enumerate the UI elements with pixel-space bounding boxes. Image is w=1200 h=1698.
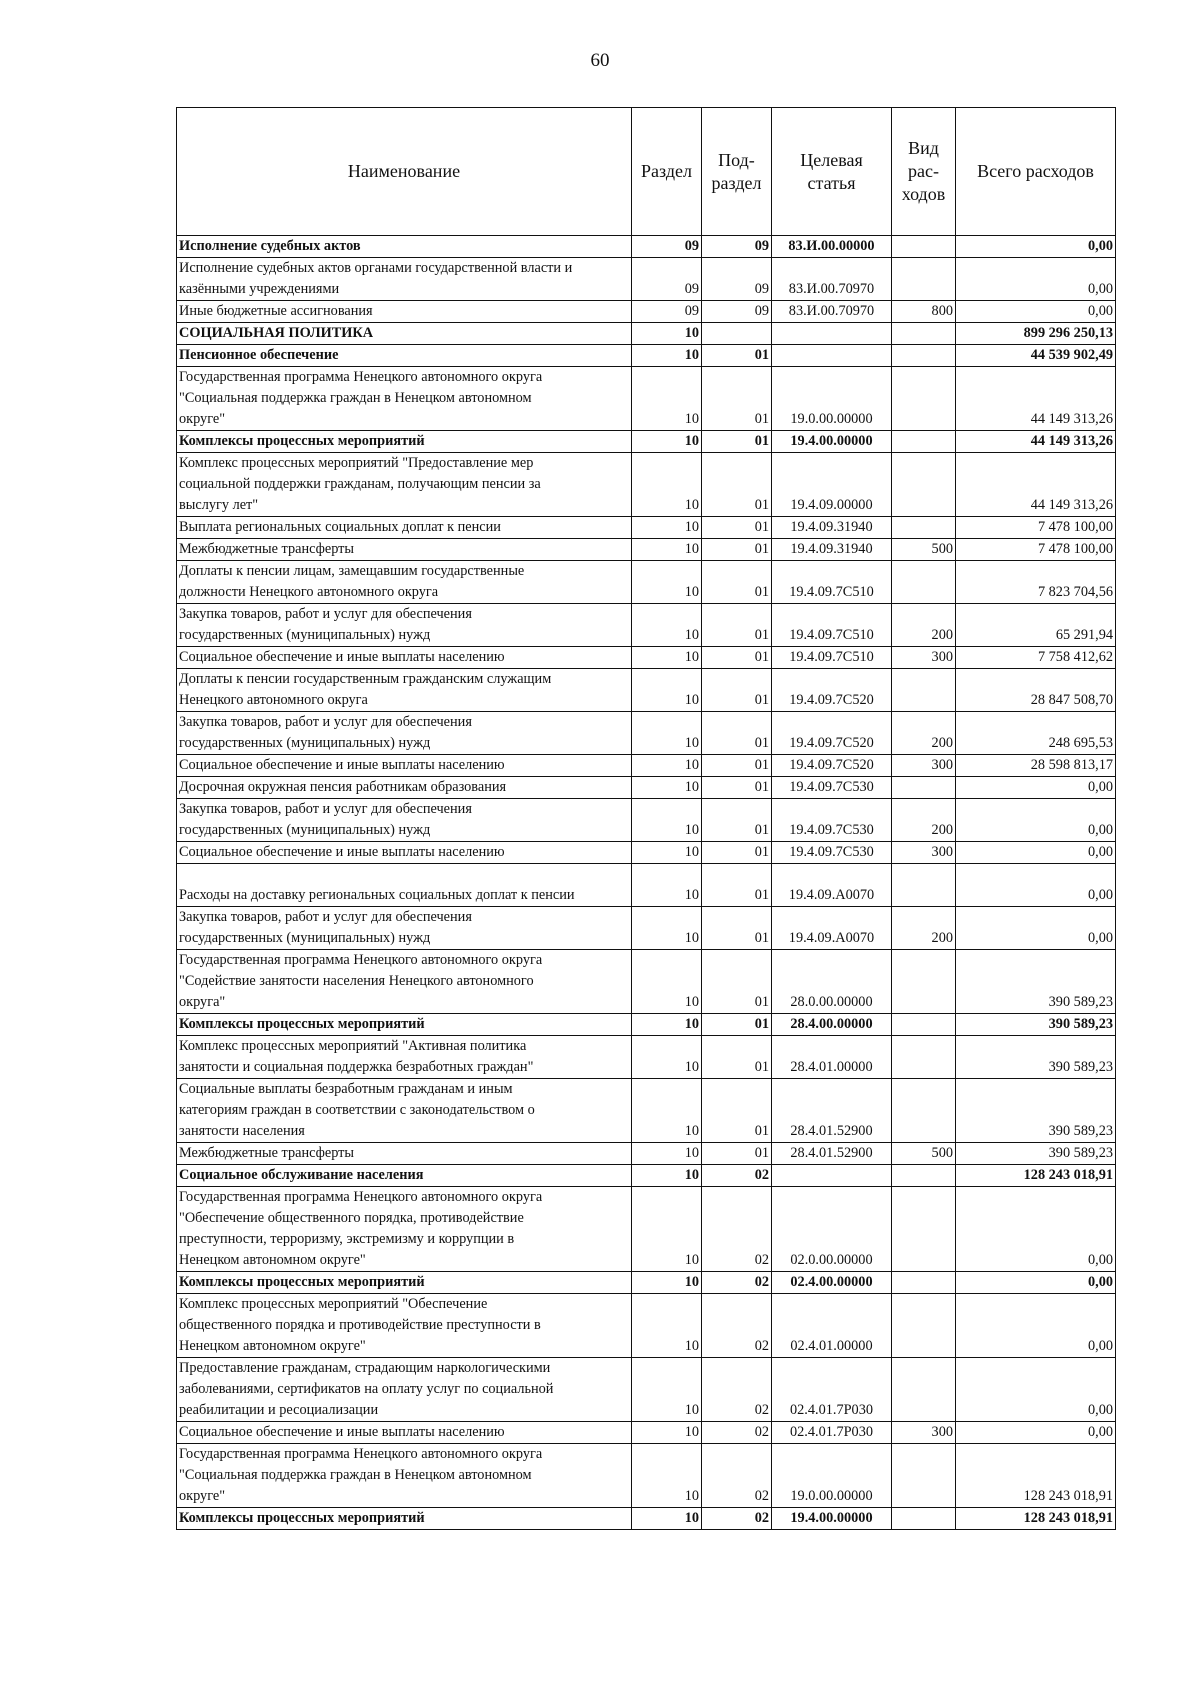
cell-podrazdel: 01: [702, 431, 772, 453]
cell-statya: 19.4.09.31940: [772, 539, 892, 561]
cell-name: Комплексы процессных мероприятий: [177, 1508, 632, 1530]
cell-razdel: 10: [632, 345, 702, 367]
cell-razdel: 10: [632, 539, 702, 561]
cell-name: Социальные выплаты безработным гражданам и иным категориям граждан в соответствии с законодательством о занятости населения: [177, 1079, 632, 1143]
cell-razdel: 10: [632, 1079, 702, 1143]
cell-podrazdel: 01: [702, 1143, 772, 1165]
cell-total: 0,00: [956, 1358, 1116, 1422]
cell-total: 7 823 704,56: [956, 561, 1116, 604]
cell-podrazdel: 01: [702, 864, 772, 907]
cell-podrazdel: 02: [702, 1444, 772, 1508]
cell-total: 7 478 100,00: [956, 517, 1116, 539]
cell-podrazdel: 02: [702, 1165, 772, 1187]
cell-razdel: 10: [632, 799, 702, 842]
cell-razdel: 10: [632, 864, 702, 907]
cell-name: Доплаты к пенсии лицам, замещавшим государственные должности Ненецкого автономного округа: [177, 561, 632, 604]
cell-podrazdel: [702, 323, 772, 345]
cell-vid: 200: [892, 907, 956, 950]
cell-name: Государственная программа Ненецкого автономного округа "Социальная поддержка граждан в Ненецком автономном округе": [177, 367, 632, 431]
cell-statya: 19.0.00.00000: [772, 1444, 892, 1508]
cell-razdel: 10: [632, 1358, 702, 1422]
cell-total: 7 758 412,62: [956, 647, 1116, 669]
cell-name: Выплата региональных социальных доплат к пенсии: [177, 517, 632, 539]
cell-podrazdel: 01: [702, 539, 772, 561]
cell-vid: 800: [892, 301, 956, 323]
cell-razdel: 09: [632, 258, 702, 301]
table-row: [177, 669, 1116, 712]
cell-podrazdel: 01: [702, 842, 772, 864]
cell-name: Государственная программа Ненецкого автономного округа "Содействие занятости населения Ненецкого автономного округа": [177, 950, 632, 1014]
cell-statya: 02.0.00.00000: [772, 1187, 892, 1272]
cell-name: Социальное обслуживание населения: [177, 1165, 632, 1187]
cell-total: 0,00: [956, 1187, 1116, 1272]
cell-name: Пенсионное обеспечение: [177, 345, 632, 367]
cell-statya: 83.И.00.00000: [772, 236, 892, 258]
cell-name: Закупка товаров, работ и услуг для обеспечения государственных (муниципальных) нужд: [177, 799, 632, 842]
cell-total: 44 149 313,26: [956, 367, 1116, 431]
cell-total: 0,00: [956, 1294, 1116, 1358]
cell-vid: [892, 950, 956, 1014]
cell-vid: [892, 431, 956, 453]
cell-razdel: 10: [632, 453, 702, 517]
cell-razdel: 10: [632, 1143, 702, 1165]
cell-vid: 500: [892, 1143, 956, 1165]
cell-statya: 83.И.00.70970: [772, 258, 892, 301]
cell-razdel: 10: [632, 431, 702, 453]
cell-total: 0,00: [956, 777, 1116, 799]
cell-statya: 19.4.09.7С520: [772, 712, 892, 755]
cell-statya: 28.4.01.00000: [772, 1036, 892, 1079]
table-row: [177, 1508, 1116, 1530]
table-row: [177, 842, 1116, 864]
table-row: [177, 755, 1116, 777]
cell-podrazdel: 01: [702, 799, 772, 842]
cell-razdel: 10: [632, 517, 702, 539]
cell-vid: [892, 258, 956, 301]
cell-podrazdel: 01: [702, 517, 772, 539]
cell-razdel: 10: [632, 647, 702, 669]
cell-name: Комплекс процессных мероприятий "Предоставление мер социальной поддержки гражданам, получающим пенсии за выслугу лет": [177, 453, 632, 517]
cell-total: 65 291,94: [956, 604, 1116, 647]
cell-total: 390 589,23: [956, 1143, 1116, 1165]
cell-podrazdel: 01: [702, 755, 772, 777]
table-row: [177, 539, 1116, 561]
cell-vid: [892, 345, 956, 367]
cell-podrazdel: 02: [702, 1272, 772, 1294]
table-row: [177, 367, 1116, 431]
cell-statya: 19.4.09.А0070: [772, 864, 892, 907]
cell-razdel: 10: [632, 1187, 702, 1272]
cell-podrazdel: 01: [702, 777, 772, 799]
table-row: [177, 1079, 1116, 1143]
cell-statya: 28.4.00.00000: [772, 1014, 892, 1036]
cell-podrazdel: 01: [702, 1036, 772, 1079]
cell-razdel: 10: [632, 1294, 702, 1358]
cell-vid: 300: [892, 1422, 956, 1444]
table-row: [177, 345, 1116, 367]
cell-total: 390 589,23: [956, 1079, 1116, 1143]
cell-vid: [892, 777, 956, 799]
cell-statya: 28.0.00.00000: [772, 950, 892, 1014]
cell-vid: 500: [892, 539, 956, 561]
table-row: [177, 864, 1116, 907]
cell-podrazdel: 09: [702, 258, 772, 301]
cell-total: 44 149 313,26: [956, 453, 1116, 517]
cell-statya: 19.4.09.7С510: [772, 604, 892, 647]
cell-podrazdel: 01: [702, 345, 772, 367]
cell-razdel: 10: [632, 1508, 702, 1530]
cell-statya: 19.4.09.7С530: [772, 842, 892, 864]
cell-total: 390 589,23: [956, 1036, 1116, 1079]
cell-statya: 83.И.00.70970: [772, 301, 892, 323]
cell-name: Исполнение судебных актов: [177, 236, 632, 258]
cell-statya: 19.4.09.00000: [772, 453, 892, 517]
cell-statya: 02.4.01.7Р030: [772, 1358, 892, 1422]
cell-vid: [892, 1165, 956, 1187]
cell-podrazdel: 01: [702, 712, 772, 755]
cell-statya: 19.4.09.7С530: [772, 799, 892, 842]
header-total: Всего расходов: [956, 108, 1116, 236]
cell-vid: [892, 1014, 956, 1036]
cell-total: 128 243 018,91: [956, 1165, 1116, 1187]
cell-statya: 19.0.00.00000: [772, 367, 892, 431]
cell-statya: 02.4.01.00000: [772, 1294, 892, 1358]
table-row: [177, 907, 1116, 950]
cell-name: СОЦИАЛЬНАЯ ПОЛИТИКА: [177, 323, 632, 345]
cell-name: Закупка товаров, работ и услуг для обеспечения государственных (муниципальных) нужд: [177, 604, 632, 647]
cell-razdel: 10: [632, 842, 702, 864]
cell-name: Комплексы процессных мероприятий: [177, 1272, 632, 1294]
cell-name: Социальное обеспечение и иные выплаты населению: [177, 842, 632, 864]
table-row: [177, 236, 1116, 258]
cell-vid: [892, 1444, 956, 1508]
cell-podrazdel: 02: [702, 1358, 772, 1422]
table-row: [177, 1294, 1116, 1358]
cell-vid: [892, 1187, 956, 1272]
table-row: [177, 777, 1116, 799]
cell-statya: 28.4.01.52900: [772, 1143, 892, 1165]
cell-razdel: 10: [632, 777, 702, 799]
cell-razdel: 10: [632, 1272, 702, 1294]
cell-razdel: 10: [632, 561, 702, 604]
cell-vid: [892, 864, 956, 907]
cell-vid: 300: [892, 755, 956, 777]
table-row: [177, 258, 1116, 301]
cell-vid: 200: [892, 604, 956, 647]
cell-razdel: 10: [632, 1422, 702, 1444]
table-row: [177, 1036, 1116, 1079]
cell-statya: 28.4.01.52900: [772, 1079, 892, 1143]
cell-statya: [772, 1165, 892, 1187]
table-body: [177, 236, 1116, 1530]
table-row: [177, 431, 1116, 453]
cell-podrazdel: 02: [702, 1187, 772, 1272]
cell-total: 7 478 100,00: [956, 539, 1116, 561]
table-row: [177, 799, 1116, 842]
cell-statya: 19.4.09.А0070: [772, 907, 892, 950]
table-row: [177, 453, 1116, 517]
cell-total: 28 847 508,70: [956, 669, 1116, 712]
cell-statya: [772, 323, 892, 345]
cell-razdel: 10: [632, 669, 702, 712]
cell-total: 0,00: [956, 864, 1116, 907]
cell-name: Комплексы процессных мероприятий: [177, 431, 632, 453]
cell-total: 0,00: [956, 258, 1116, 301]
cell-name: Комплекс процессных мероприятий "Обеспечение общественного порядка и противодействие преступности в Ненецком автономном округе": [177, 1294, 632, 1358]
header-row: [177, 108, 1116, 236]
cell-name: Расходы на доставку региональных социальных доплат к пенсии: [177, 864, 632, 907]
cell-vid: [892, 1272, 956, 1294]
cell-name: Закупка товаров, работ и услуг для обеспечения государственных (муниципальных) нужд: [177, 907, 632, 950]
header-razdel: Раздел: [632, 108, 702, 236]
cell-razdel: 09: [632, 301, 702, 323]
cell-razdel: 10: [632, 950, 702, 1014]
cell-podrazdel: 01: [702, 561, 772, 604]
cell-total: 390 589,23: [956, 950, 1116, 1014]
cell-statya: 19.4.00.00000: [772, 431, 892, 453]
cell-statya: [772, 345, 892, 367]
table-row: [177, 1014, 1116, 1036]
cell-razdel: 09: [632, 236, 702, 258]
cell-name: Доплаты к пенсии государственным гражданским служащим Ненецкого автономного округа: [177, 669, 632, 712]
table-row: [177, 647, 1116, 669]
cell-total: 0,00: [956, 799, 1116, 842]
cell-vid: [892, 561, 956, 604]
cell-podrazdel: 09: [702, 236, 772, 258]
cell-statya: 19.4.09.7С520: [772, 669, 892, 712]
cell-podrazdel: 01: [702, 604, 772, 647]
cell-total: 128 243 018,91: [956, 1508, 1116, 1530]
cell-total: 899 296 250,13: [956, 323, 1116, 345]
cell-total: 0,00: [956, 907, 1116, 950]
cell-razdel: 10: [632, 1014, 702, 1036]
table-row: [177, 301, 1116, 323]
cell-name: Иные бюджетные ассигнования: [177, 301, 632, 323]
cell-name: Межбюджетные трансферты: [177, 1143, 632, 1165]
table-row: [177, 712, 1116, 755]
cell-statya: 02.4.01.7Р030: [772, 1422, 892, 1444]
cell-name: Закупка товаров, работ и услуг для обеспечения государственных (муниципальных) нужд: [177, 712, 632, 755]
cell-razdel: 10: [632, 1165, 702, 1187]
cell-razdel: 10: [632, 1036, 702, 1079]
page-number: 60: [590, 50, 610, 71]
table-row: [177, 1444, 1116, 1508]
cell-vid: [892, 1079, 956, 1143]
cell-statya: 19.4.09.7С520: [772, 755, 892, 777]
cell-total: 128 243 018,91: [956, 1444, 1116, 1508]
cell-statya: 19.4.09.31940: [772, 517, 892, 539]
cell-statya: 19.4.09.7С510: [772, 647, 892, 669]
cell-vid: [892, 1036, 956, 1079]
cell-vid: 200: [892, 799, 956, 842]
cell-podrazdel: 01: [702, 669, 772, 712]
cell-name: Досрочная окружная пенсия работникам образования: [177, 777, 632, 799]
cell-name: Социальное обеспечение и иные выплаты населению: [177, 647, 632, 669]
cell-name: Социальное обеспечение и иные выплаты населению: [177, 755, 632, 777]
cell-name: Государственная программа Ненецкого автономного округа "Обеспечение общественного порядка, противодействие преступности, терроризму, экстремизму и коррупции в Ненецком автономном округе": [177, 1187, 632, 1272]
table-row: [177, 604, 1116, 647]
cell-razdel: 10: [632, 323, 702, 345]
cell-total: 44 539 902,49: [956, 345, 1116, 367]
cell-total: 28 598 813,17: [956, 755, 1116, 777]
cell-total: 390 589,23: [956, 1014, 1116, 1036]
cell-total: 248 695,53: [956, 712, 1116, 755]
header-podrazdel: Под- раздел: [702, 108, 772, 236]
cell-total: 0,00: [956, 301, 1116, 323]
cell-vid: 300: [892, 647, 956, 669]
table-row: [177, 517, 1116, 539]
table-row: [177, 1358, 1116, 1422]
cell-podrazdel: 09: [702, 301, 772, 323]
cell-podrazdel: 01: [702, 950, 772, 1014]
table-row: [177, 1272, 1116, 1294]
cell-name: Государственная программа Ненецкого автономного округа "Социальная поддержка граждан в Ненецком автономном округе": [177, 1444, 632, 1508]
cell-vid: 300: [892, 842, 956, 864]
cell-podrazdel: 02: [702, 1508, 772, 1530]
cell-name: Исполнение судебных актов органами государственной власти и казёнными учреждениями: [177, 258, 632, 301]
cell-vid: 200: [892, 712, 956, 755]
cell-statya: 19.4.09.7С530: [772, 777, 892, 799]
table-row: [177, 1165, 1116, 1187]
cell-vid: [892, 669, 956, 712]
cell-name: Предоставление гражданам, страдающим наркологическими заболеваниями, сертификатов на оплату услуг по социальной реабилитации и ресоциализации: [177, 1358, 632, 1422]
cell-podrazdel: 02: [702, 1422, 772, 1444]
cell-name: Межбюджетные трансферты: [177, 539, 632, 561]
budget-table: [176, 107, 1116, 1530]
cell-podrazdel: 01: [702, 907, 772, 950]
cell-podrazdel: 01: [702, 647, 772, 669]
cell-razdel: 10: [632, 367, 702, 431]
table-row: [177, 561, 1116, 604]
cell-vid: [892, 517, 956, 539]
cell-vid: [892, 1508, 956, 1530]
cell-razdel: 10: [632, 1444, 702, 1508]
cell-statya: 19.4.09.7С510: [772, 561, 892, 604]
cell-podrazdel: 01: [702, 1079, 772, 1143]
cell-podrazdel: 01: [702, 1014, 772, 1036]
cell-vid: [892, 323, 956, 345]
cell-statya: 02.4.00.00000: [772, 1272, 892, 1294]
header-vid: Вид рас- ходов: [892, 108, 956, 236]
cell-total: 44 149 313,26: [956, 431, 1116, 453]
cell-name: Комплексы процессных мероприятий: [177, 1014, 632, 1036]
table-row: [177, 1187, 1116, 1272]
cell-razdel: 10: [632, 755, 702, 777]
cell-total: 0,00: [956, 1422, 1116, 1444]
cell-vid: [892, 236, 956, 258]
cell-total: 0,00: [956, 842, 1116, 864]
cell-vid: [892, 367, 956, 431]
cell-vid: [892, 1358, 956, 1422]
cell-razdel: 10: [632, 604, 702, 647]
cell-total: 0,00: [956, 1272, 1116, 1294]
cell-razdel: 10: [632, 907, 702, 950]
cell-podrazdel: 01: [702, 453, 772, 517]
table-row: [177, 323, 1116, 345]
header-statya: Целевая статья: [772, 108, 892, 236]
header-name: Наименование: [177, 108, 632, 236]
cell-razdel: 10: [632, 712, 702, 755]
cell-vid: [892, 1294, 956, 1358]
cell-podrazdel: 02: [702, 1294, 772, 1358]
cell-statya: 19.4.00.00000: [772, 1508, 892, 1530]
cell-name: Социальное обеспечение и иные выплаты населению: [177, 1422, 632, 1444]
cell-name: Комплекс процессных мероприятий "Активная политика занятости и социальная поддержка безработных граждан": [177, 1036, 632, 1079]
cell-podrazdel: 01: [702, 367, 772, 431]
table-row: [177, 950, 1116, 1014]
table-row: [177, 1422, 1116, 1444]
cell-vid: [892, 453, 956, 517]
table-row: [177, 1143, 1116, 1165]
cell-total: 0,00: [956, 236, 1116, 258]
